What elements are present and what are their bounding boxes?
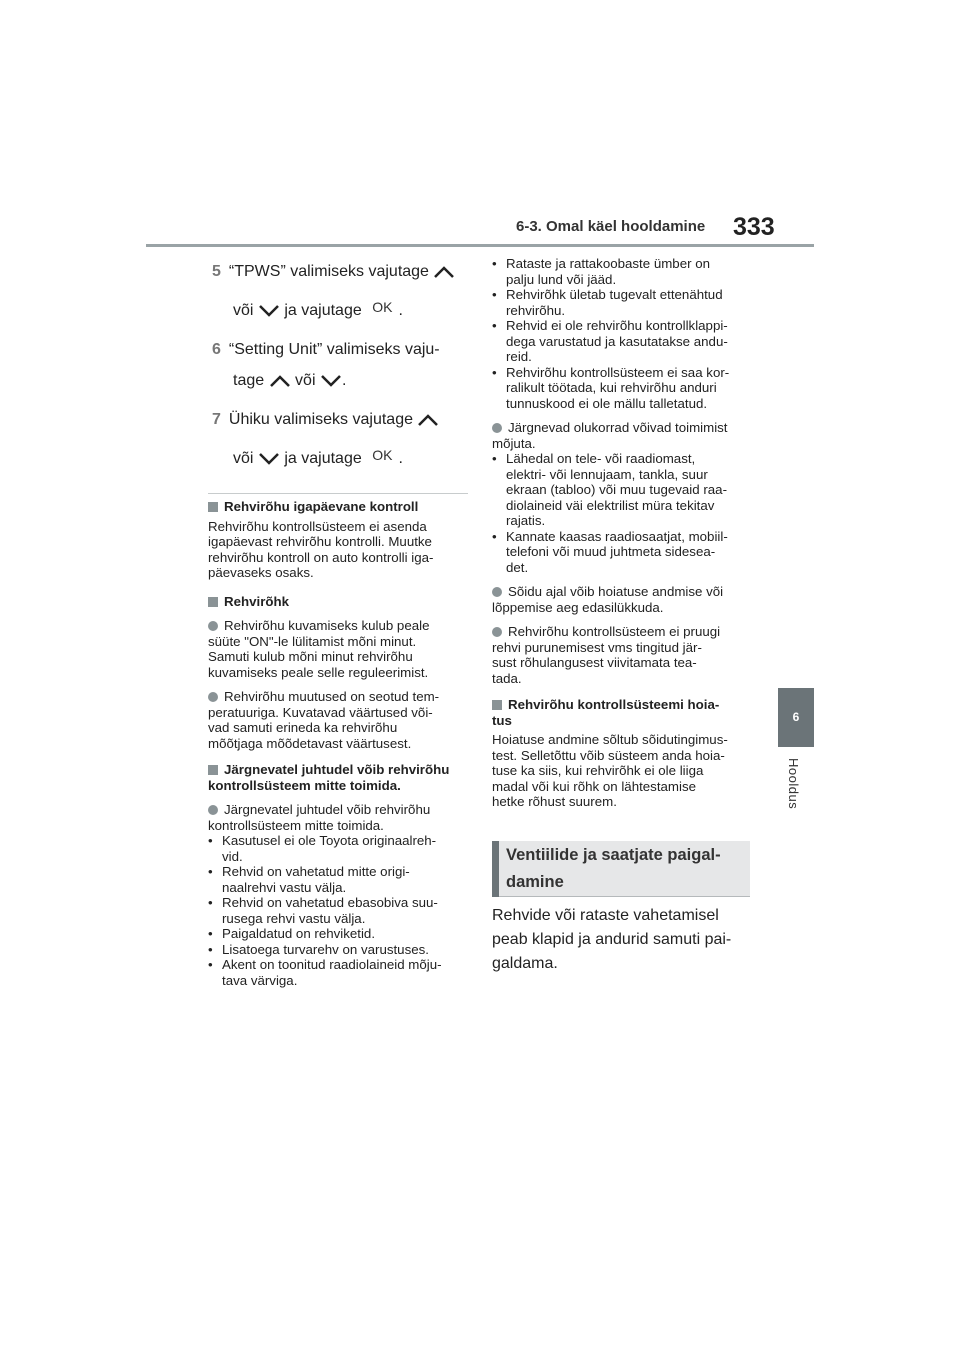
text-line: reid.	[506, 349, 532, 364]
list-item: • Paigaldatud on rehviketid.	[208, 926, 376, 941]
dot-item	[208, 802, 468, 833]
list-item: • Lähedal on tele- või raadiomast, elektri- või lennujaam, tankla, suur ekraan (tabloo) või muu tugevaid raa- diolaineid väi elektrilist müra tekitav rajatis.	[492, 451, 727, 528]
list-item: • Rehvid ei ole rehvirõhu kontrollklappi- dega varustatud ja kasutatakse andu- reid.	[492, 318, 728, 364]
heading-text: tus	[492, 712, 512, 728]
list-item: • Kannate kaasas raadiosaatjat, mobiil- telefoni või muud juhtmeta sidesea- det.	[492, 528, 728, 575]
circle-bullet-icon	[492, 587, 502, 597]
text-line: vid.	[222, 848, 243, 864]
text-line: telefoni või muud juhtmeta sidesea-	[506, 544, 716, 559]
list-item: • Rehvirõhk ületab tugevalt ettenähtud rehvirõhu.	[492, 287, 723, 318]
list-item: • Rehvid on vahetatud mitte origi- naalrehvi vastu välja.	[208, 864, 410, 895]
text-line: Hoiatuse andmine sõltub sõidutingimus-	[492, 732, 728, 747]
text-line: Samuti kulub mõni minut rehvirõhu	[208, 649, 413, 664]
text-line: Rehvirõhu muutused on seotud tem-	[224, 689, 440, 704]
step-6-line2	[233, 372, 346, 390]
text-line: peab klapid ja andurid samuti pai-	[492, 931, 732, 948]
text-line: süüte "ON"-le lülitamist mõni minut.	[208, 633, 417, 649]
text-line: madal või kui rõhk on lähtestamise	[492, 778, 696, 794]
step-number: 5	[212, 263, 221, 280]
square-bullet-icon	[208, 765, 218, 775]
step-7-line2	[233, 446, 403, 468]
bullet-list	[208, 833, 468, 988]
right-column	[492, 256, 750, 810]
step-5-line2	[233, 298, 403, 320]
text-line: Rehvirõhu kontrollsüsteem ei asenda	[208, 518, 427, 534]
or-text: või	[233, 302, 254, 319]
text-line: Rehvirõhu kuvamiseks kulub peale	[224, 618, 430, 633]
dot-item	[208, 618, 468, 680]
text-line: Lähedal on tele- või raadiomast,	[506, 451, 696, 466]
list-item: • Rataste ja rattakoobaste ümber on palju lund või jääd.	[492, 256, 711, 287]
text-line: tunnuskood ei ole mällu talletatud.	[506, 395, 708, 411]
text-line: hetke rõhust suurem.	[492, 794, 617, 809]
step-5	[212, 263, 455, 281]
text-line: Rehvirõhu kontrollsüsteem ei pruugi	[508, 624, 721, 639]
list-item: • Lisatoega turvarehv on varustuses.	[208, 941, 429, 957]
text-line: palju lund või jääd.	[506, 271, 617, 287]
list-item: • Kasutusel ei ole Toyota originaalreh- vid.	[208, 833, 437, 864]
text-line: Akent on toonitud raadiolaineid mõju-	[222, 957, 442, 972]
chapter-tab[interactable]: 6	[778, 688, 814, 747]
paragraph	[208, 519, 468, 581]
text-line: rusega rehvi vastu välja.	[222, 910, 366, 926]
text-line: Rehvid on vahetatud ebasobiva suu-	[222, 895, 438, 910]
heading-warning	[492, 697, 750, 728]
or-text: või	[295, 372, 316, 389]
text-line: galdama.	[492, 955, 558, 972]
chevron-down-icon	[258, 304, 280, 318]
dot-item	[208, 689, 468, 751]
text-line: päevaseks osaks.	[208, 565, 314, 580]
step-text: Ühiku valimiseks vajutage	[228, 411, 413, 428]
text-line: lõppemise aeg edasilükkuda.	[492, 599, 664, 615]
heading-text: Järgnevatel juhtudel võib rehvirõhu	[224, 762, 450, 777]
section-heading-title	[506, 842, 746, 896]
text-line: Rehvirõhu kontrollsüsteem ei saa kor-	[506, 364, 730, 380]
heading-tire-pressure	[208, 594, 468, 610]
left-column	[208, 499, 468, 988]
text-line: Rataste ja rattakoobaste ümber on	[506, 256, 711, 271]
dot-item	[492, 584, 750, 615]
text-line: vad samuti erineda ka rehvirõhu	[208, 720, 398, 735]
text-line: rehvirõhu.	[506, 302, 566, 318]
text-line: kontrollsüsteem mitte toimida.	[208, 817, 384, 833]
text-line: naalrehvi vastu välja.	[222, 879, 347, 895]
list-item: • Rehvirõhu kontrollsüsteem ei saa kor- ralikult töötada, kui rehvirõhu anduri tunnuskood ei ole mällu talletatud.	[492, 364, 730, 411]
circle-bullet-icon	[208, 805, 218, 815]
step-text: tage	[233, 372, 265, 389]
text-line: test. Selletõttu võib süsteem anda hoia-	[492, 747, 725, 763]
section-title: 6-3. Omal käel hooldamine	[516, 218, 706, 235]
section-heading-accent	[492, 841, 499, 897]
text-line: Rehvid on vahetatud mitte origi-	[222, 864, 410, 879]
section-paragraph	[492, 904, 752, 976]
header-divider	[146, 244, 814, 247]
text-line: ralikult töötada, kui rehvirõhu anduri	[506, 380, 717, 395]
heading-text: Ventiilide ja saatjate paigal-	[506, 846, 721, 864]
heading-text: Rehvirõhu igapäevane kontroll	[224, 499, 419, 514]
square-bullet-icon	[208, 597, 218, 607]
heading-text: Rehvirõhk	[224, 593, 290, 609]
text-line: Sõidu ajal võib hoiatuse andmise või	[508, 584, 724, 599]
text-line: peratuuriga. Kuvatavad väärtused või-	[208, 704, 433, 720]
text-line: Rehvid ei ole rehvirõhu kontrollklappi-	[506, 318, 728, 333]
press-text: ja vajutage	[284, 302, 362, 319]
text-line: rehvi purunemisest vms tingitud jär-	[492, 639, 702, 655]
text-line: Järgnevad olukorrad võivad toimimist	[508, 420, 728, 435]
text-line: elektri- või lennujaam, tankla, suur	[506, 466, 708, 482]
text-line: mõõtjaga mõõdetavast väärtusest.	[208, 735, 412, 751]
heading-daily-check	[208, 499, 468, 515]
step-end: .	[398, 450, 403, 467]
paragraph	[492, 732, 750, 810]
ok-button-icon: OK	[372, 298, 393, 315]
step-text: “TPWS” valimiseks vajutage	[228, 263, 429, 280]
circle-bullet-icon	[492, 423, 502, 433]
step-7	[212, 411, 439, 429]
text-line: Paigaldatud on rehviketid.	[222, 926, 376, 941]
chevron-up-icon	[433, 265, 455, 279]
text-line: det.	[506, 559, 529, 575]
text-line: igapäevast rehvirõhu kontrolli. Muutke	[208, 534, 432, 549]
step-text: “Setting Unit” valimiseks vaju-	[228, 341, 440, 358]
dot-item	[492, 420, 750, 451]
text-line: rehvirõhu kontroll on auto kontrolli iga-	[208, 549, 434, 565]
step-end: .	[341, 372, 347, 389]
chevron-down-icon	[320, 374, 342, 388]
chevron-up-icon	[417, 413, 439, 427]
heading-conditions	[208, 762, 468, 793]
text-line: Lisatoega turvarehv on varustuses.	[222, 941, 429, 957]
chapter-label: Hooldus	[786, 758, 801, 810]
text-line: tuse ka siis, kui rehvirõhk ei ole liiga	[492, 763, 704, 778]
circle-bullet-icon	[208, 692, 218, 702]
or-text: või	[233, 450, 254, 467]
step-number: 7	[212, 411, 221, 428]
circle-bullet-icon	[492, 627, 502, 637]
heading-text: damine	[506, 873, 564, 891]
chevron-up-icon	[269, 374, 291, 388]
text-line: Järgnevatel juhtudel võib rehvirõhu	[224, 802, 431, 817]
circle-bullet-icon	[208, 621, 218, 631]
text-line: Kannate kaasas raadiosaatjat, mobiil-	[506, 528, 728, 544]
text-line: mõjuta.	[492, 435, 536, 451]
step-number: 6	[212, 341, 221, 358]
chevron-down-icon	[258, 452, 280, 466]
text-line: diolaineid väi elektrilist müra tekitav	[506, 497, 715, 513]
text-line: Rehvide või rataste vahetamisel	[492, 907, 719, 924]
step-6	[212, 341, 440, 359]
heading-text: kontrollsüsteem mitte toimida.	[208, 777, 401, 793]
dot-item	[492, 624, 750, 686]
text-line: Rehvirõhk ületab tugevalt ettenähtud	[506, 287, 723, 302]
heading-text: Rehvirõhu kontrollsüsteemi hoia-	[508, 697, 720, 712]
press-text: ja vajutage	[284, 450, 362, 467]
text-line: dega varustatud ja kasutatakse andu-	[506, 333, 728, 349]
text-line: kuvamiseks peale selle reguleerimist.	[208, 664, 429, 680]
page-number: 333	[733, 213, 775, 241]
text-line: tada.	[492, 670, 522, 686]
text-line: ekraan (tabloo) või muu tugevaid raa-	[506, 482, 727, 497]
list-item: • Rehvid on vahetatud ebasobiva suu- rusega rehvi vastu välja.	[208, 895, 438, 926]
ok-button-icon: OK	[372, 446, 393, 463]
square-bullet-icon	[208, 502, 218, 512]
text-line: tava värviga.	[222, 972, 298, 988]
square-bullet-icon	[492, 700, 502, 710]
list-item: • Akent on toonitud raadiolaineid mõju- tava värviga.	[208, 957, 442, 988]
text-line: rajatis.	[506, 513, 546, 528]
text-line: Kasutusel ei ole Toyota originaalreh-	[222, 833, 437, 848]
bullet-list	[492, 256, 750, 411]
section-divider	[208, 493, 468, 494]
bullet-list	[492, 451, 750, 575]
text-line: sust rõhulangusest viivitamata tea-	[492, 655, 697, 670]
step-end: .	[398, 302, 403, 319]
